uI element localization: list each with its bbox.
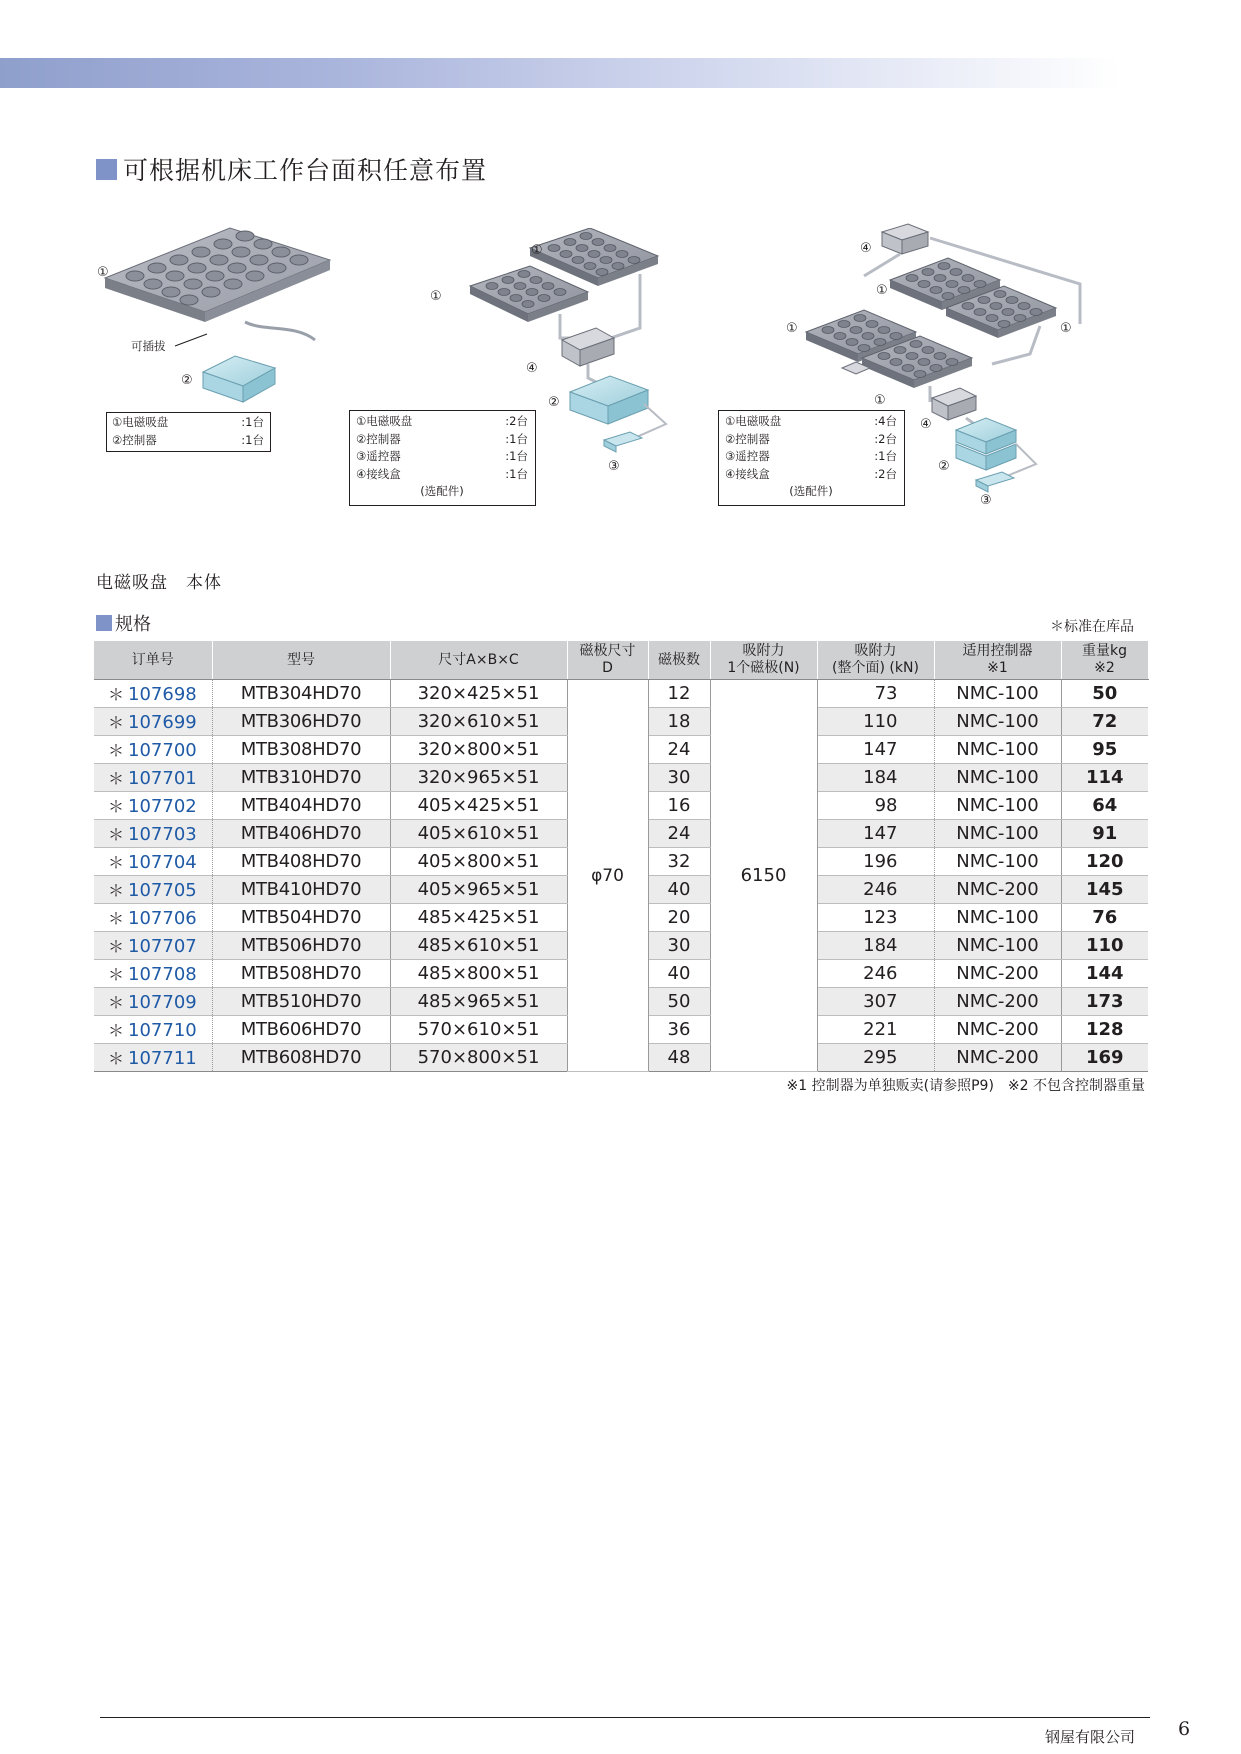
pole-count-cell: 32 (648, 848, 710, 876)
stock-note: ＊标准在库品 (1050, 619, 1134, 635)
size-cell: 570×610×51 (390, 1016, 567, 1044)
legend-fig2 (349, 410, 536, 506)
legend-row: ②控制器 :1台 (356, 431, 528, 446)
stock-star-icon: ＊ (108, 937, 125, 956)
optional-note: (选配件) (420, 484, 464, 498)
model-cell: MTB306HD70 (212, 708, 390, 736)
model-cell: MTB510HD70 (212, 988, 390, 1016)
weight-cell: 145 (1061, 876, 1148, 904)
pole-force-cell: 6150 (710, 680, 817, 1072)
total-force-cell: 110 (817, 708, 934, 736)
pole-count-cell: 40 (648, 960, 710, 988)
footnote: ※1 控制器为单独贩卖(请参照P9) ※2 不包含控制器重量 (786, 1078, 1145, 1094)
order-number[interactable]: 107710 (128, 1020, 197, 1041)
order-number[interactable]: 107702 (128, 796, 197, 817)
size-cell: 570×800×51 (390, 1044, 567, 1072)
size-cell: 485×965×51 (390, 988, 567, 1016)
pole-count-cell: 24 (648, 820, 710, 848)
weight-cell: 76 (1061, 904, 1148, 932)
total-force-cell: 196 (817, 848, 934, 876)
order-number-link[interactable] (94, 820, 212, 848)
controller-cell: NMC-200 (934, 876, 1061, 904)
model-cell: MTB608HD70 (212, 1044, 390, 1072)
callout-1: ① (97, 265, 109, 280)
callout-4: ④ (526, 361, 538, 376)
controller-cell: NMC-100 (934, 932, 1061, 960)
callout-4: ④ (860, 241, 872, 256)
pole-count-cell: 12 (648, 680, 710, 708)
total-force-cell: 184 (817, 932, 934, 960)
total-force-cell: 221 (817, 1016, 934, 1044)
order-number-link[interactable] (94, 1044, 212, 1072)
controller-cell: NMC-100 (934, 680, 1061, 708)
weight-cell: 128 (1061, 1016, 1148, 1044)
controller-cell: NMC-100 (934, 764, 1061, 792)
model-cell: MTB506HD70 (212, 932, 390, 960)
order-number[interactable]: 107704 (128, 852, 197, 873)
weight-cell: 169 (1061, 1044, 1148, 1072)
weight-cell: 91 (1061, 820, 1148, 848)
order-number-link[interactable] (94, 764, 212, 792)
weight-cell: 50 (1061, 680, 1148, 708)
spec-square-icon (96, 615, 112, 631)
order-number-link[interactable] (94, 876, 212, 904)
page-title (96, 154, 487, 184)
order-number-link[interactable] (94, 988, 212, 1016)
size-cell: 405×610×51 (390, 820, 567, 848)
model-cell: MTB508HD70 (212, 960, 390, 988)
weight-cell: 144 (1061, 960, 1148, 988)
controller-cell: NMC-100 (934, 736, 1061, 764)
total-force-cell: 295 (817, 1044, 934, 1072)
legend-row: ①电磁吸盘 :4台 (725, 414, 897, 428)
total-force-cell: 184 (817, 764, 934, 792)
callout-1: ① (430, 289, 442, 304)
model-cell: MTB606HD70 (212, 1016, 390, 1044)
weight-cell: 95 (1061, 736, 1148, 764)
legend-row: ②控制器 :1台 (112, 432, 264, 447)
header-band (0, 58, 1120, 88)
order-number[interactable]: 107711 (128, 1048, 197, 1069)
order-number[interactable]: 107705 (128, 880, 197, 901)
legend-row: ④接线盒 :1台 (356, 466, 528, 481)
size-cell: 405×965×51 (390, 876, 567, 904)
controller-cell: NMC-100 (934, 792, 1061, 820)
order-number-link[interactable] (94, 680, 212, 708)
controller-cell: NMC-100 (934, 820, 1061, 848)
col-pole-size: 磁极尺寸 D (567, 641, 648, 680)
total-force-cell: 123 (817, 904, 934, 932)
size-cell: 485×425×51 (390, 904, 567, 932)
size-cell: 405×425×51 (390, 792, 567, 820)
total-force-cell: 98 (817, 792, 934, 820)
callout-2: ② (938, 459, 950, 474)
pole-count-cell: 30 (648, 764, 710, 792)
stock-star-icon: ＊ (108, 853, 125, 872)
controller-cell: NMC-200 (934, 1044, 1061, 1072)
callout-2: ② (548, 395, 560, 410)
order-number-link[interactable] (94, 736, 212, 764)
weight-cell: 120 (1061, 848, 1148, 876)
callout-1: ① (1060, 321, 1072, 336)
pole-size-cell: φ70 (567, 680, 648, 1072)
legend-row: ③遥控器 :1台 (725, 449, 897, 463)
size-cell: 320×800×51 (390, 736, 567, 764)
model-cell: MTB304HD70 (212, 680, 390, 708)
model-cell: MTB404HD70 (212, 792, 390, 820)
col-order: 订单号 (94, 641, 212, 680)
order-number[interactable]: 107708 (128, 964, 197, 985)
legend-fig3 (718, 410, 905, 506)
stock-star-icon: ＊ (108, 881, 125, 900)
callout-1: ① (876, 283, 888, 298)
legend-fig1 (106, 412, 271, 452)
legend-row: ②控制器 :2台 (725, 431, 897, 446)
order-number[interactable]: 107701 (128, 768, 197, 789)
pole-count-cell: 18 (648, 708, 710, 736)
legend-row: ③遥控器 :1台 (356, 449, 528, 463)
spec-heading-text: 规格 (115, 614, 151, 635)
pole-count-cell: 30 (648, 932, 710, 960)
legend-row: ①电磁吸盘 :2台 (356, 414, 528, 428)
model-cell: MTB504HD70 (212, 904, 390, 932)
size-cell: 485×610×51 (390, 932, 567, 960)
weight-cell: 173 (1061, 988, 1148, 1016)
pole-count-cell: 20 (648, 904, 710, 932)
model-cell: MTB310HD70 (212, 764, 390, 792)
footer-rule (100, 1717, 1150, 1718)
controller-cell: NMC-100 (934, 848, 1061, 876)
order-number[interactable]: 107700 (128, 740, 197, 761)
pole-count-cell: 50 (648, 988, 710, 1016)
size-cell: 320×965×51 (390, 764, 567, 792)
stock-star-icon: ＊ (108, 1049, 125, 1068)
pole-count-cell: 48 (648, 1044, 710, 1072)
stock-star-icon: ＊ (108, 769, 125, 788)
total-force-cell: 246 (817, 960, 934, 988)
callout-4: ④ (920, 417, 932, 432)
legend-row: ①电磁吸盘 :1台 (112, 415, 264, 429)
total-force-cell: 246 (817, 876, 934, 904)
spec-table (94, 641, 1149, 1072)
order-number[interactable]: 107703 (128, 824, 197, 845)
order-number-link[interactable] (94, 904, 212, 932)
col-controller: 适用控制器 ※1 (934, 641, 1061, 680)
stock-star-icon: ＊ (108, 909, 125, 928)
controller-cell: NMC-200 (934, 988, 1061, 1016)
total-force-cell: 147 (817, 820, 934, 848)
weight-cell: 110 (1061, 932, 1148, 960)
order-number-link[interactable] (94, 708, 212, 736)
size-cell: 485×800×51 (390, 960, 567, 988)
stock-star-icon: ＊ (108, 965, 125, 984)
callout-1: ① (874, 393, 886, 408)
model-cell: MTB308HD70 (212, 736, 390, 764)
title-square-icon (96, 159, 117, 180)
page-title-text: 可根据机床工作台面积任意布置 (123, 156, 488, 185)
order-number[interactable]: 107709 (128, 992, 197, 1013)
order-number[interactable]: 107707 (128, 936, 197, 957)
callout-3: ③ (980, 493, 992, 508)
company-name: 钢屋有限公司 (1045, 1728, 1136, 1746)
order-number-link[interactable] (94, 792, 212, 820)
col-size: 尺寸A×B×C (390, 641, 567, 680)
order-number-link[interactable] (94, 932, 212, 960)
controller-cell: NMC-100 (934, 708, 1061, 736)
model-cell: MTB408HD70 (212, 848, 390, 876)
controller-cell: NMC-200 (934, 1016, 1061, 1044)
weight-cell: 72 (1061, 708, 1148, 736)
col-pole-force: 吸附力 1个磁极(N) (710, 641, 817, 680)
total-force-cell: 147 (817, 736, 934, 764)
col-pole-count: 磁极数 (648, 641, 710, 680)
stock-star-icon: ＊ (108, 797, 125, 816)
order-number-link[interactable] (94, 1016, 212, 1044)
total-force-cell: 307 (817, 988, 934, 1016)
stock-star-icon: ＊ (108, 993, 125, 1012)
callout-1: ① (531, 243, 543, 258)
stock-star-icon: ＊ (108, 685, 125, 704)
weight-cell: 64 (1061, 792, 1148, 820)
weight-cell: 114 (1061, 764, 1148, 792)
optional-note: (选配件) (789, 484, 833, 498)
page-number: 6 (1178, 1718, 1191, 1740)
controller-cell: NMC-200 (934, 960, 1061, 988)
col-total-force: 吸附力 (整个面) (kN) (817, 641, 934, 680)
stock-star-icon: ＊ (108, 741, 125, 760)
callout-3: ③ (608, 459, 620, 474)
pole-count-cell: 36 (648, 1016, 710, 1044)
col-weight: 重量kg ※2 (1061, 641, 1148, 680)
order-number-link[interactable] (94, 960, 212, 988)
stock-star-icon: ＊ (108, 1021, 125, 1040)
callout-1: ① (786, 321, 798, 336)
order-number[interactable]: 107706 (128, 908, 197, 929)
col-model: 型号 (212, 641, 390, 680)
callout-2: ② (181, 373, 193, 388)
size-cell: 405×800×51 (390, 848, 567, 876)
table-row (94, 680, 1148, 708)
legend-row: ④接线盒 :2台 (725, 466, 897, 481)
order-number[interactable]: 107698 (128, 684, 197, 705)
table-header-row (94, 641, 1148, 680)
total-force-cell: 73 (817, 680, 934, 708)
product-heading: 电磁吸盘 本体 (96, 573, 222, 593)
order-number[interactable]: 107699 (128, 712, 197, 733)
stock-star-icon: ＊ (108, 713, 125, 732)
model-cell: MTB406HD70 (212, 820, 390, 848)
model-cell: MTB410HD70 (212, 876, 390, 904)
pole-count-cell: 24 (648, 736, 710, 764)
stock-star-icon: ＊ (108, 825, 125, 844)
order-number-link[interactable] (94, 848, 212, 876)
spec-heading (96, 610, 151, 636)
cable-label: 可插拔 (131, 339, 166, 353)
size-cell: 320×610×51 (390, 708, 567, 736)
controller-cell: NMC-100 (934, 904, 1061, 932)
pole-count-cell: 40 (648, 876, 710, 904)
size-cell: 320×425×51 (390, 680, 567, 708)
pole-count-cell: 16 (648, 792, 710, 820)
